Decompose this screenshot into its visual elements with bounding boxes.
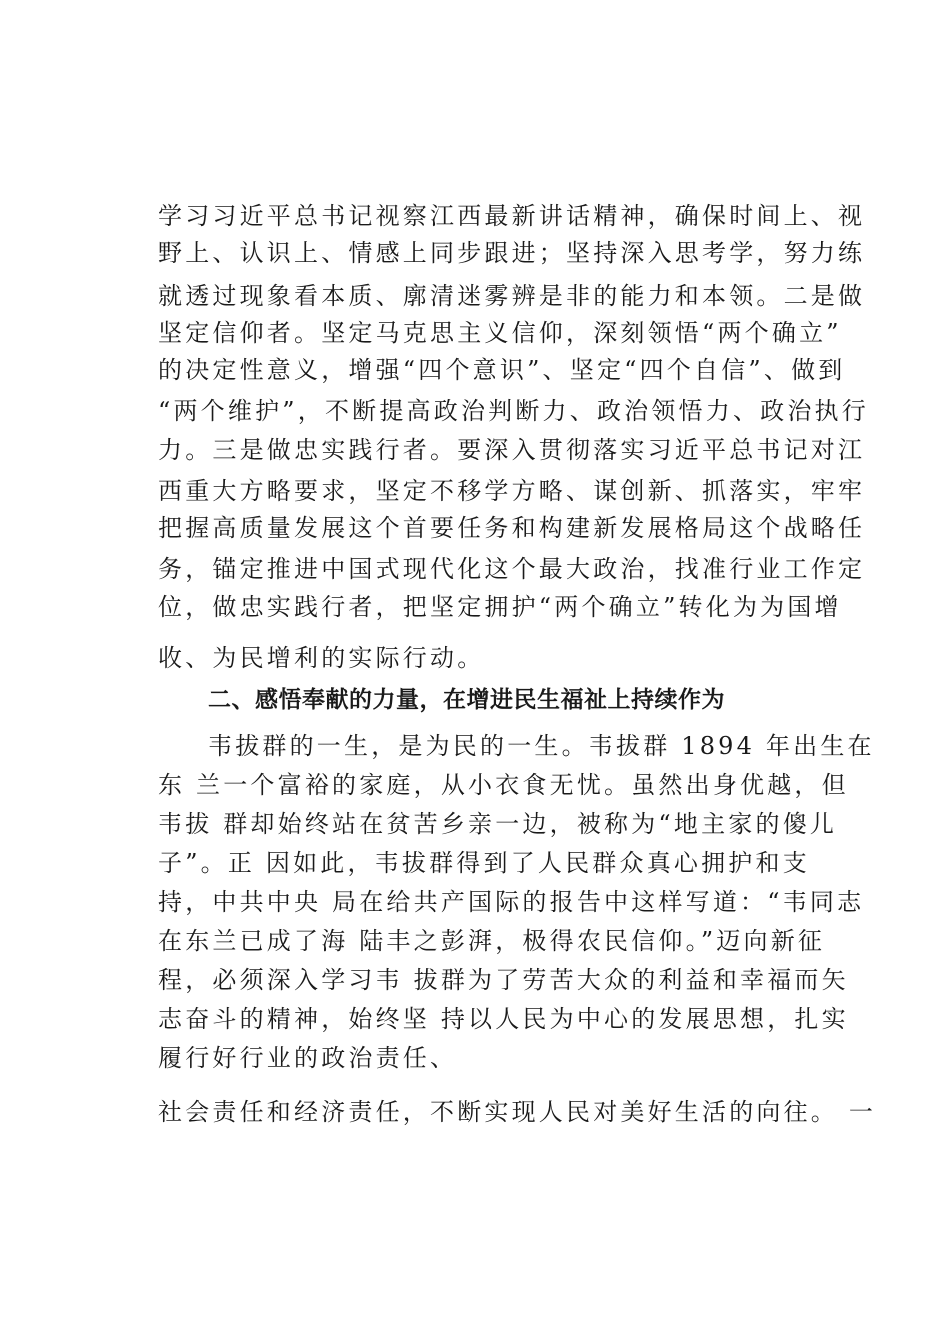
paragraph-line: 就透过现象看本质、廓清迷雾辨是非的能力和本领。二是做: [158, 282, 866, 310]
paragraph-line: 收、为民增利的实际行动。: [158, 644, 485, 672]
paragraph-line: 东 兰一个富裕的家庭，从小衣食无忧。虽然出身优越，但: [158, 771, 849, 799]
paragraph-line: 的决定性意义，增强“四个意识”、坚定“四个自信”、做到: [158, 356, 846, 384]
section-heading: 二、感悟奉献的力量，在增进民生福祉上持续作为: [208, 687, 725, 713]
paragraph-line: 务，锚定推进中国式现代化这个最大政治，找准行业工作定: [158, 555, 866, 583]
paragraph-line: 在东兰已成了海 陆丰之彭湃，极得农民信仰。”迈向新征: [158, 927, 826, 955]
paragraph-line: 社会责任和经济责任，不断实现人民对美好生活的向往。 一: [158, 1098, 877, 1126]
paragraph-line: 坚定信仰者。坚定马克思主义信仰，深刻领悟“两个确立”: [158, 319, 842, 347]
paragraph-line: 志奋斗的精神，始终坚 持以人民为中心的发展思想，扎实: [158, 1005, 849, 1033]
paragraph-line: 力。三是做忠实践行者。要深入贯彻落实习近平总书记对江: [158, 436, 866, 464]
paragraph-line: 位，做忠实践行者，把坚定拥护“两个确立”转化为为国增: [158, 593, 842, 621]
paragraph-line: 子”。正 因如此，韦拔群得到了人民群众真心拥护和支: [158, 849, 810, 877]
paragraph-line: 西重大方略要求，坚定不移学方略、谋创新、抓落实，牢牢: [158, 477, 866, 505]
paragraph-line: 履行好行业的政治责任、: [158, 1044, 458, 1072]
paragraph-line: “两个维护”，不断提高政治判断力、政治领悟力、政治执行: [158, 397, 869, 425]
paragraph-line: 韦拔 群却始终站在贫苦乡亲一边，被称为“地主家的傻儿: [158, 810, 838, 838]
paragraph-line: 把握高质量发展这个首要任务和构建新发展格局这个战略任: [158, 514, 866, 542]
paragraph-line: 学习习近平总书记视察江西最新讲话精神，确保时间上、视: [158, 202, 866, 230]
paragraph-line: 野上、认识上、情感上同步跟进；坚持深入思考学，努力练: [158, 239, 866, 267]
paragraph-line: 韦拔群的一生，是为民的一生。韦拔群 1894 年出生在: [208, 732, 875, 760]
paragraph-line: 持，中共中央 局在给共产国际的报告中这样写道：“韦同志: [158, 888, 865, 916]
paragraph-line: 程，必须深入学习韦 拔群为了劳苦大众的利益和幸福而矢: [158, 966, 849, 994]
